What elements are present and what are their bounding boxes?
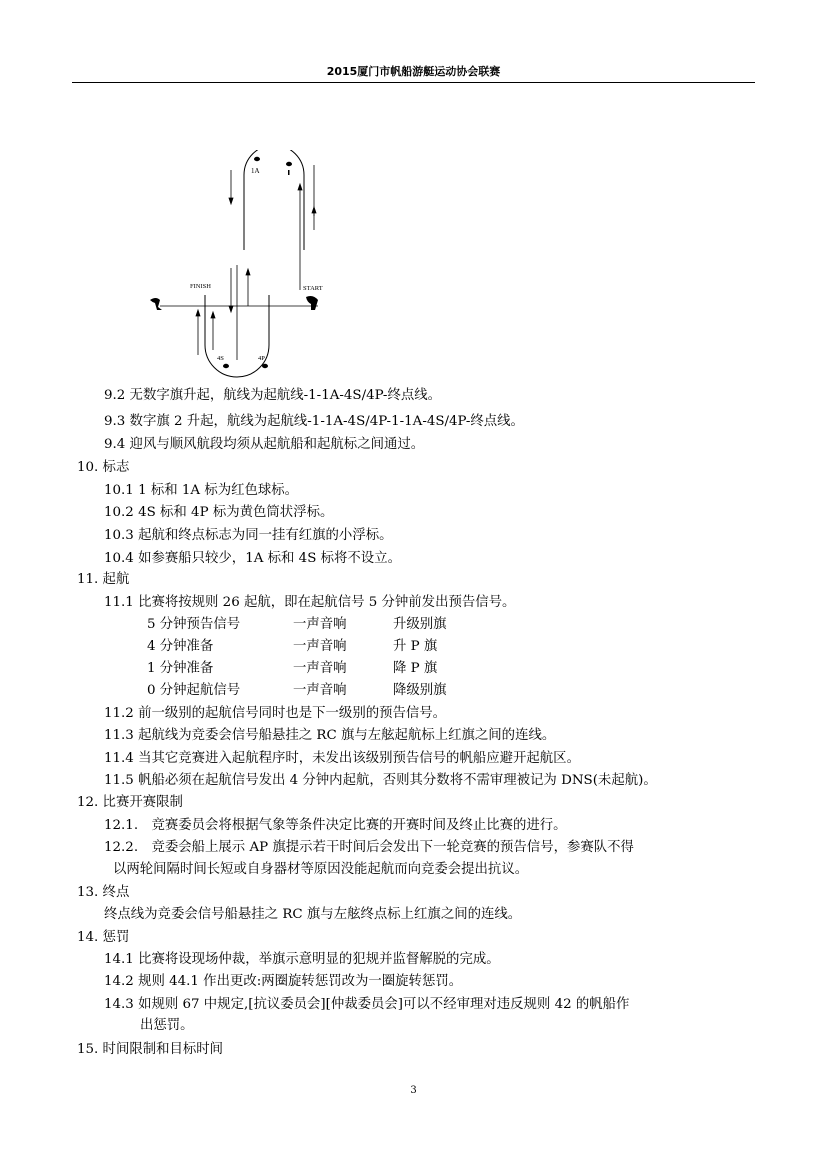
arrow-down-2 xyxy=(229,268,233,312)
clause-11-5: 11.5 帆船必须在起航信号发出 4 分钟内起航，否则其分数将不需审理被记为 DNS(未起航)。 xyxy=(104,773,657,788)
mark-1-post xyxy=(288,170,290,175)
arrow-down-1 xyxy=(229,170,233,204)
mark-4p-label: 4P xyxy=(258,355,265,362)
clause-13-body: 终点线为竞委会信号船悬挂之 RC 旗与左舷终点标上红旗之间的连线。 xyxy=(104,907,522,922)
course-diagram xyxy=(140,150,350,380)
clause-14-3-cont: 出惩罚。 xyxy=(140,1018,194,1033)
clause-9-2: 9.2 无数字旗升起，航线为起航线-1-1A-4S/4P-终点线。 xyxy=(104,388,441,403)
clause-10-1: 10.1 1 标和 1A 标为红色球标。 xyxy=(104,483,299,498)
signal-flag: 升 P 旗 xyxy=(393,639,438,654)
finish-label: FINISH xyxy=(190,283,211,290)
clause-10-2: 10.2 4S 标和 4P 标为黄色筒状浮标。 xyxy=(104,505,334,520)
section-10-heading: 10. 标志 xyxy=(77,460,130,475)
clause-14-3: 14.3 如规则 67 中规定,[抗议委员会][仲裁委员会]可以不经审理对违反规则 42 的帆船作 xyxy=(104,997,630,1012)
signal-row xyxy=(147,637,437,657)
signal-sound: 一声音响 xyxy=(293,617,347,632)
arrow-up-2 xyxy=(312,207,316,216)
mark-4s xyxy=(223,364,229,368)
clause-11-3: 11.3 起航线为竞委会信号船悬挂之 RC 旗与左舷起航标上红旗之间的连线。 xyxy=(104,728,556,743)
arrow-up-5 xyxy=(211,312,215,350)
committee-boat-left xyxy=(150,298,162,310)
section-14-heading: 14. 惩罚 xyxy=(77,930,130,945)
clause-11-4: 11.4 当其它竞赛进入起航程序时，未发出该级别预告信号的帆船应避开起航区。 xyxy=(104,751,580,766)
clause-12-2: 12.2. 竞委会船上展示 AP 旗提示若干时间后会发出下一轮竞赛的预告信号，参赛队不得 xyxy=(104,840,634,855)
clause-10-4: 10.4 如参赛船只较少，1A 标和 4S 标将不设立。 xyxy=(104,551,401,566)
signal-flag: 升级别旗 xyxy=(393,617,447,632)
mark-1-label: 1 xyxy=(285,158,288,164)
clause-12-2-cont: 以两轮间隔时间长短或自身器材等原因没能起航而向竞委会提出抗议。 xyxy=(113,862,529,877)
header-title: 2015厦门市帆船游艇运动协会联赛 xyxy=(326,65,501,78)
arrow-up-3 xyxy=(196,310,200,355)
signal-flag: 降 P 旗 xyxy=(393,661,438,676)
section-13-heading: 13. 终点 xyxy=(77,885,130,900)
mark-1a xyxy=(254,157,260,161)
signal-row xyxy=(147,659,437,679)
signal-sound: 一声音响 xyxy=(293,639,347,654)
signal-sound: 一声音响 xyxy=(293,661,347,676)
clause-14-2: 14.2 规则 44.1 作出更改:两圈旋转惩罚改为一圈旋转惩罚。 xyxy=(104,974,463,989)
signal-time: 1 分钟准备 xyxy=(147,661,214,676)
clause-9-4: 9.4 迎风与顺风航段均须从起航船和起航标之间通过。 xyxy=(104,437,425,452)
clause-11-1: 11.1 比赛将按规则 26 起航，即在起航信号 5 分钟前发出预告信号。 xyxy=(104,595,516,610)
clause-14-1: 14.1 比赛将设现场仲裁，举旗示意明显的犯规并监督解脱的完成。 xyxy=(104,952,500,967)
signal-flag: 降级别旗 xyxy=(393,683,447,698)
signal-sound: 一声音响 xyxy=(293,683,347,698)
signal-row xyxy=(147,615,447,635)
start-label: START xyxy=(303,285,323,292)
page-number: 3 xyxy=(410,1085,417,1096)
page-header xyxy=(72,64,755,83)
clause-11-2: 11.2 前一级别的起航信号同时也是下一级别的预告信号。 xyxy=(104,706,447,721)
mark-4s-label: 4S xyxy=(217,355,224,362)
signal-time: 0 分钟起航信号 xyxy=(147,683,241,698)
section-15-heading: 15. 时间限制和目标时间 xyxy=(77,1042,224,1057)
mark-1a-label: 1A xyxy=(251,167,260,175)
clause-10-3: 10.3 起航和终点标志为同一挂有红旗的小浮标。 xyxy=(104,528,393,543)
arrow-up-4 xyxy=(246,269,250,306)
mark-4p xyxy=(262,364,268,368)
signal-time: 5 分钟预告信号 xyxy=(147,617,241,632)
arrow-up-1 xyxy=(298,184,302,290)
upper-loop-path xyxy=(244,150,304,250)
signal-time: 4 分钟准备 xyxy=(147,639,214,654)
clause-12-1: 12.1. 竞赛委员会将根据气象等条件决定比赛的开赛时间及终止比赛的进行。 xyxy=(104,818,567,833)
signal-row xyxy=(147,681,447,701)
start-boat-right xyxy=(306,296,318,310)
section-11-heading: 11. 起航 xyxy=(77,572,130,587)
clause-9-3: 9.3 数字旗 2 升起，航线为起航线-1-1A-4S/4P-1-1A-4S/4P-终点线。 xyxy=(104,414,524,429)
section-12-heading: 12. 比赛开赛限制 xyxy=(77,795,183,810)
